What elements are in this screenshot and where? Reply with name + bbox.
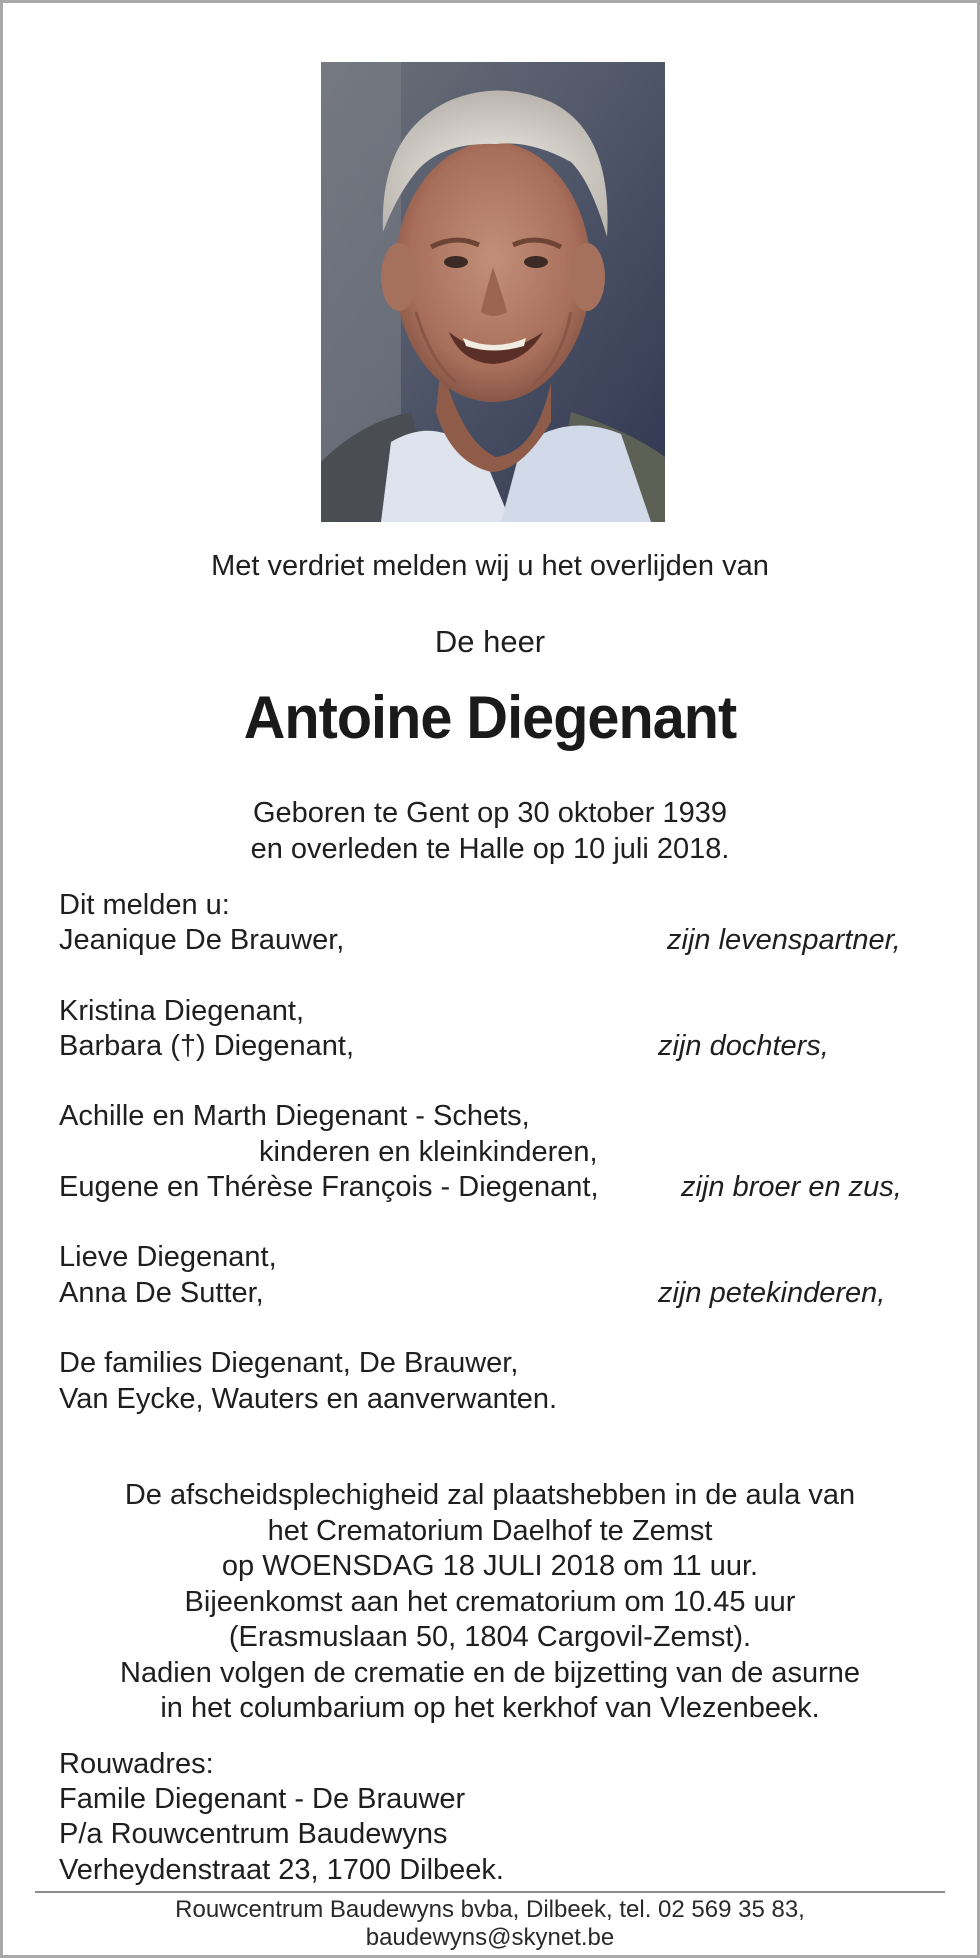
death-line: en overleden te Halle op 10 juli 2018. [250, 833, 730, 865]
sibling-name: Eugene en Thérèse François - Diegenant, [59, 1171, 599, 1203]
birth-death-details [3, 795, 977, 867]
intro-text: Met verdriet melden wij u het overlijden van [211, 550, 769, 582]
funeral-home-footer [3, 1896, 977, 1952]
address-line: P/a Rouwcentrum Baudewyns [59, 1818, 448, 1850]
daughter-name: Barbara (†) Diegenant, [59, 1030, 354, 1062]
godchildren-relation: zijn petekinderen, [658, 1277, 886, 1309]
godchild-name: Anna De Sutter, [59, 1277, 264, 1309]
ceremony-line: De afscheidsplechigheid zal plaatshebben in de aula van [124, 1479, 856, 1511]
ceremony-line: Bijeenkomst aan het crematorium om 10.45 uur [184, 1585, 796, 1618]
ceremony-line: het Crematorium Daelhof te Zemst [267, 1514, 713, 1547]
footer-divider [35, 1891, 945, 1893]
honorific-title: De heer [434, 624, 546, 659]
ceremony-line: (Erasmuslaan 50, 1804 Cargovil-Zemst). [228, 1621, 752, 1653]
partner-name: Jeanique De Brauwer, [59, 924, 345, 956]
daughter-name: Kristina Diegenant, [59, 995, 305, 1027]
sibling-descendants: kinderen en kleinkinderen, [259, 1136, 598, 1168]
ceremony-line: Nadien volgen de crematie en de bijzetting van de asurne [120, 1656, 860, 1689]
footer-line: Rouwcentrum Baudewyns bvba, Dilbeek, tel. 02 569 35 83, [175, 1896, 805, 1923]
partner-relation: zijn levenspartner, [667, 924, 901, 956]
portrait-illustration [321, 62, 665, 522]
families-line: Van Eycke, Wauters en aanverwanten. [59, 1383, 558, 1415]
address-heading: Rouwadres: [59, 1748, 214, 1780]
ceremony-line: op WOENSDAG 18 JULI 2018 om 11 uur. [221, 1550, 759, 1582]
family-heading: Dit melden u: [59, 889, 230, 921]
deceased-name: Antoine Diegenant [243, 684, 737, 751]
birth-line: Geboren te Gent op 30 oktober 1939 [252, 797, 727, 829]
address-line: Verheydenstraat 23, 1700 Dilbeek. [59, 1854, 504, 1886]
siblings-relation: zijn broer en zus, [681, 1171, 902, 1203]
ceremony-details [3, 1478, 977, 1727]
address-line: Famile Diegenant - De Brauwer [59, 1783, 466, 1815]
godchild-name: Lieve Diegenant, [59, 1241, 277, 1273]
portrait-photo [321, 62, 665, 522]
families-line: De families Diegenant, De Brauwer, [59, 1347, 519, 1379]
daughters-relation: zijn dochters, [658, 1030, 829, 1062]
ceremony-line: in het columbarium op het kerkhof van Vlezenbeek. [160, 1692, 820, 1724]
footer-email: baudewyns@skynet.be [365, 1924, 615, 1951]
sibling-name: Achille en Marth Diegenant - Schets, [59, 1100, 530, 1132]
